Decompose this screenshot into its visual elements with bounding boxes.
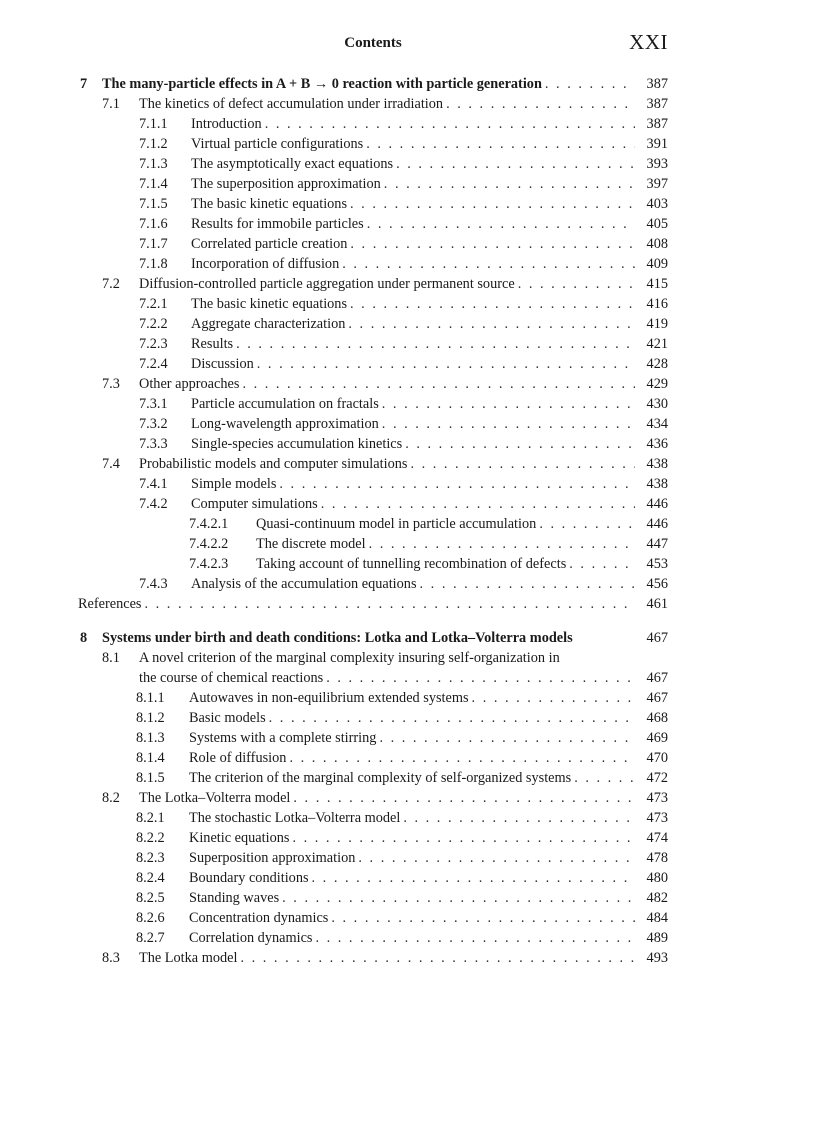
table-of-contents <box>78 74 668 968</box>
toc-title: Correlation dynamics <box>189 930 313 946</box>
toc-number: 7.1.6 <box>139 216 168 232</box>
toc-page: 438 <box>646 456 668 472</box>
toc-leader <box>358 848 635 868</box>
toc-page: 434 <box>646 416 668 432</box>
toc-page: 482 <box>646 890 668 906</box>
toc-title: Particle accumulation on fractals <box>191 396 379 412</box>
toc-chapter-7[interactable] <box>78 74 668 94</box>
toc-title: Role of diffusion <box>189 750 287 766</box>
toc-leader <box>410 454 635 474</box>
toc-leader <box>348 314 635 334</box>
toc-leader <box>236 334 635 354</box>
toc-title: Systems under birth and death conditions: Lotka and Lotka–Volterra models <box>102 630 573 646</box>
toc-number: 7.1.1 <box>139 116 168 132</box>
toc-number: 7.2 <box>102 276 120 292</box>
toc-number: 7.2.3 <box>139 336 168 352</box>
toc-page: 446 <box>646 516 668 532</box>
toc-leader <box>569 554 635 574</box>
toc-title: Analysis of the accumulation equations <box>191 576 417 592</box>
toc-leader <box>350 194 635 214</box>
toc-number: 8 <box>80 630 88 646</box>
toc-page: 493 <box>646 950 668 966</box>
toc-title: The basic kinetic equations <box>191 196 348 212</box>
toc-title: Correlated particle creation <box>191 236 348 252</box>
toc-subsubsection-7-4-2-3[interactable] <box>78 554 668 574</box>
toc-page: 472 <box>646 770 668 786</box>
toc-leader <box>265 114 635 134</box>
toc-number: 7.3 <box>102 376 120 392</box>
toc-leader <box>518 274 635 294</box>
toc-number: 7.4.2.2 <box>189 536 229 552</box>
toc-page: 456 <box>646 576 668 592</box>
toc-page: 436 <box>646 436 668 452</box>
toc-page: 391 <box>646 136 668 152</box>
toc-leader <box>279 474 635 494</box>
toc-title: Results <box>191 336 234 352</box>
toc-subsection-7-4-1[interactable] <box>78 474 668 494</box>
toc-number: 8.2.5 <box>136 890 165 906</box>
toc-number: 7 <box>80 76 88 92</box>
toc-title: Aggregate characterization <box>191 316 346 332</box>
toc-title: The Lotka–Volterra model <box>139 790 291 806</box>
toc-subsection-8-1-4[interactable] <box>78 748 668 768</box>
toc-title: A novel criterion of the marginal complexity insuring self-organization in <box>139 650 560 666</box>
toc-page: 469 <box>646 730 668 746</box>
toc-leader <box>382 394 635 414</box>
toc-page: 473 <box>646 790 668 806</box>
toc-number: 8.2.1 <box>136 810 165 826</box>
toc-chapter-8[interactable] <box>78 628 668 648</box>
toc-subsection-7-1-8[interactable] <box>78 254 668 274</box>
toc-section-8-1-line2[interactable] <box>78 668 668 688</box>
toc-subsection-7-1-6[interactable] <box>78 214 668 234</box>
toc-leader <box>242 374 635 394</box>
toc-number: 8.1 <box>102 650 120 666</box>
toc-title: Introduction <box>191 116 262 132</box>
toc-number: 7.4 <box>102 456 120 472</box>
toc-subsection-7-2-4[interactable] <box>78 354 668 374</box>
toc-number: 7.4.3 <box>139 576 168 592</box>
toc-subsection-8-2-2[interactable] <box>78 828 668 848</box>
toc-leader <box>446 94 635 114</box>
toc-page: 446 <box>646 496 668 512</box>
toc-leader <box>282 888 635 908</box>
toc-section-8-3[interactable] <box>78 948 668 968</box>
toc-subsection-7-4-2[interactable] <box>78 494 668 514</box>
toc-number: 7.3.1 <box>139 396 168 412</box>
toc-subsection-8-1-3[interactable] <box>78 728 668 748</box>
toc-subsection-8-2-6[interactable] <box>78 908 668 928</box>
toc-leader <box>312 868 635 888</box>
toc-leader <box>405 434 635 454</box>
page-header <box>78 30 668 56</box>
toc-number: 7.4.1 <box>139 476 168 492</box>
toc-subsection-8-2-3[interactable] <box>78 848 668 868</box>
toc-number: 8.2.7 <box>136 930 165 946</box>
toc-title: Single-species accumulation kinetics <box>191 436 403 452</box>
toc-number: 7.1.8 <box>139 256 168 272</box>
toc-title: Quasi-continuum model in particle accumulation <box>256 516 537 532</box>
toc-references-7[interactable] <box>78 594 668 614</box>
toc-number: 8.2 <box>102 790 120 806</box>
toc-title: Systems with a complete stirring <box>189 730 377 746</box>
toc-section-8-1-line1[interactable] <box>78 648 668 668</box>
toc-subsection-7-2-2[interactable] <box>78 314 668 334</box>
toc-page: 387 <box>646 76 668 92</box>
toc-number: 8.2.3 <box>136 850 165 866</box>
toc-page: 461 <box>646 596 668 612</box>
toc-leader <box>257 354 635 374</box>
toc-section-8-2[interactable] <box>78 788 668 808</box>
toc-page: 453 <box>646 556 668 572</box>
toc-leader <box>331 908 635 928</box>
toc-number: 8.1.1 <box>136 690 165 706</box>
toc-page: 438 <box>646 476 668 492</box>
toc-number: 7.1.5 <box>139 196 168 212</box>
toc-title: Boundary conditions <box>189 870 309 886</box>
toc-page: 405 <box>646 216 668 232</box>
toc-title: The criterion of the marginal complexity of self-organized systems <box>189 770 572 786</box>
toc-number: 8.1.3 <box>136 730 165 746</box>
toc-number: 7.4.2.3 <box>189 556 229 572</box>
toc-number: 8.1.5 <box>136 770 165 786</box>
toc-page: 415 <box>646 276 668 292</box>
toc-title: Discussion <box>191 356 254 372</box>
toc-page: 387 <box>646 116 668 132</box>
toc-number: 8.2.4 <box>136 870 165 886</box>
toc-leader <box>369 534 635 554</box>
toc-leader <box>240 948 635 968</box>
toc-page: 393 <box>646 156 668 172</box>
toc-title: The superposition approximation <box>191 176 381 192</box>
toc-title: The kinetics of defect accumulation under irradiation <box>139 96 444 112</box>
toc-subsection-8-2-1[interactable] <box>78 808 668 828</box>
toc-leader <box>420 574 635 594</box>
toc-page: 474 <box>646 830 668 846</box>
toc-title: Simple models <box>191 476 277 492</box>
toc-leader <box>379 728 635 748</box>
toc-subsection-7-1-3[interactable] <box>78 154 668 174</box>
toc-page: 473 <box>646 810 668 826</box>
toc-number: 7.4.2 <box>139 496 168 512</box>
toc-leader <box>539 514 635 534</box>
toc-page: 478 <box>646 850 668 866</box>
toc-subsection-8-1-1[interactable] <box>78 688 668 708</box>
toc-page: 430 <box>646 396 668 412</box>
toc-title: Long-wavelength approximation <box>191 416 379 432</box>
toc-subsubsection-7-4-2-2[interactable] <box>78 534 668 554</box>
toc-number: 8.2.6 <box>136 910 165 926</box>
toc-title: The basic kinetic equations <box>191 296 348 312</box>
toc-title: The stochastic Lotka–Volterra model <box>189 810 401 826</box>
toc-title: Results for immobile particles <box>191 216 364 232</box>
toc-leader <box>382 414 635 434</box>
toc-leader <box>384 174 635 194</box>
toc-title: Virtual particle configurations <box>191 136 364 152</box>
toc-leader <box>350 294 635 314</box>
toc-title: The discrete model <box>256 536 366 552</box>
toc-subsection-7-1-2[interactable] <box>78 134 668 154</box>
toc-title: Standing waves <box>189 890 280 906</box>
toc-title: Taking account of tunnelling recombination of defects <box>256 556 567 572</box>
toc-title: Probabilistic models and computer simulations <box>139 456 408 472</box>
toc-leader <box>367 214 635 234</box>
toc-number: 7.2.1 <box>139 296 168 312</box>
toc-leader <box>292 828 635 848</box>
toc-page: 480 <box>646 870 668 886</box>
toc-section-7-2[interactable] <box>78 274 668 294</box>
toc-leader <box>574 768 635 788</box>
toc-page: 403 <box>646 196 668 212</box>
toc-section-7-1[interactable] <box>78 94 668 114</box>
toc-page: 397 <box>646 176 668 192</box>
toc-leader <box>472 688 635 708</box>
toc-title: References <box>78 596 142 612</box>
toc-leader <box>403 808 635 828</box>
toc-title: Kinetic equations <box>189 830 290 846</box>
toc-leader <box>350 234 635 254</box>
toc-leader <box>366 134 635 154</box>
toc-leader <box>315 928 635 948</box>
toc-leader <box>396 154 635 174</box>
toc-number: 7.1 <box>102 96 120 112</box>
toc-page: 421 <box>646 336 668 352</box>
toc-subsection-8-1-2[interactable] <box>78 708 668 728</box>
toc-title: Autowaves in non-equilibrium extended systems <box>189 690 469 706</box>
toc-title: The Lotka model <box>139 950 238 966</box>
toc-subsubsection-7-4-2-1[interactable] <box>78 514 668 534</box>
toc-page: 447 <box>646 536 668 552</box>
toc-number: 7.1.3 <box>139 156 168 172</box>
toc-leader <box>326 668 635 688</box>
toc-page: 468 <box>646 710 668 726</box>
toc-title: Superposition approximation <box>189 850 356 866</box>
toc-leader <box>321 494 635 514</box>
toc-number: 7.4.2.1 <box>189 516 229 532</box>
toc-title: Incorporation of diffusion <box>191 256 340 272</box>
toc-section-7-4[interactable] <box>78 454 668 474</box>
toc-leader <box>545 74 635 94</box>
toc-subsection-7-1-5[interactable] <box>78 194 668 214</box>
toc-page: 408 <box>646 236 668 252</box>
toc-subsection-7-3-2[interactable] <box>78 414 668 434</box>
toc-number: 7.3.2 <box>139 416 168 432</box>
toc-page: 429 <box>646 376 668 392</box>
toc-leader <box>269 708 635 728</box>
toc-leader <box>289 748 635 768</box>
toc-number: 7.1.7 <box>139 236 168 252</box>
toc-page: 489 <box>646 930 668 946</box>
toc-number: 7.1.4 <box>139 176 168 192</box>
toc-number: 7.3.3 <box>139 436 168 452</box>
toc-leader <box>342 254 635 274</box>
running-head: Contents <box>344 35 402 51</box>
toc-subsection-7-1-4[interactable] <box>78 174 668 194</box>
toc-title: Concentration dynamics <box>189 910 329 926</box>
toc-title: The many-particle effects in A + B → 0 reaction with particle generation <box>102 76 542 92</box>
toc-title: Computer simulations <box>191 496 318 512</box>
toc-title: Basic models <box>189 710 266 726</box>
toc-title: the course of chemical reactions <box>139 670 324 686</box>
toc-subsection-8-2-5[interactable] <box>78 888 668 908</box>
toc-page: 387 <box>646 96 668 112</box>
toc-page: 409 <box>646 256 668 272</box>
toc-number: 8.1.4 <box>136 750 165 766</box>
toc-subsection-8-2-7[interactable] <box>78 928 668 948</box>
toc-subsection-7-2-1[interactable] <box>78 294 668 314</box>
toc-subsection-8-1-5[interactable] <box>78 768 668 788</box>
toc-subsection-7-2-3[interactable] <box>78 334 668 354</box>
toc-page: 428 <box>646 356 668 372</box>
toc-number: 7.1.2 <box>139 136 168 152</box>
toc-leader <box>293 788 635 808</box>
toc-page: 416 <box>646 296 668 312</box>
toc-number: 7.2.4 <box>139 356 168 372</box>
toc-page: 467 <box>646 670 668 686</box>
toc-number: 8.3 <box>102 950 120 966</box>
toc-number: 8.2.2 <box>136 830 165 846</box>
chapter-gap <box>78 614 668 628</box>
toc-number: 8.1.2 <box>136 710 165 726</box>
toc-subsection-7-3-1[interactable] <box>78 394 668 414</box>
toc-subsection-7-4-3[interactable] <box>78 574 668 594</box>
toc-page: 467 <box>646 690 668 706</box>
toc-title: Other approaches <box>139 376 240 392</box>
toc-subsection-7-1-1[interactable] <box>78 114 668 134</box>
toc-subsection-8-2-4[interactable] <box>78 868 668 888</box>
toc-number: 7.2.2 <box>139 316 168 332</box>
toc-title: The asymptotically exact equations <box>191 156 394 172</box>
toc-section-7-3[interactable] <box>78 374 668 394</box>
toc-subsection-7-3-3[interactable] <box>78 434 668 454</box>
page-number: XXI <box>629 30 668 54</box>
toc-page: 419 <box>646 316 668 332</box>
toc-title: Diffusion-controlled particle aggregation under permanent source <box>139 276 515 292</box>
toc-page: 470 <box>646 750 668 766</box>
toc-subsection-7-1-7[interactable] <box>78 234 668 254</box>
toc-page: 484 <box>646 910 668 926</box>
toc-leader <box>145 594 636 614</box>
toc-page: 467 <box>646 630 668 646</box>
